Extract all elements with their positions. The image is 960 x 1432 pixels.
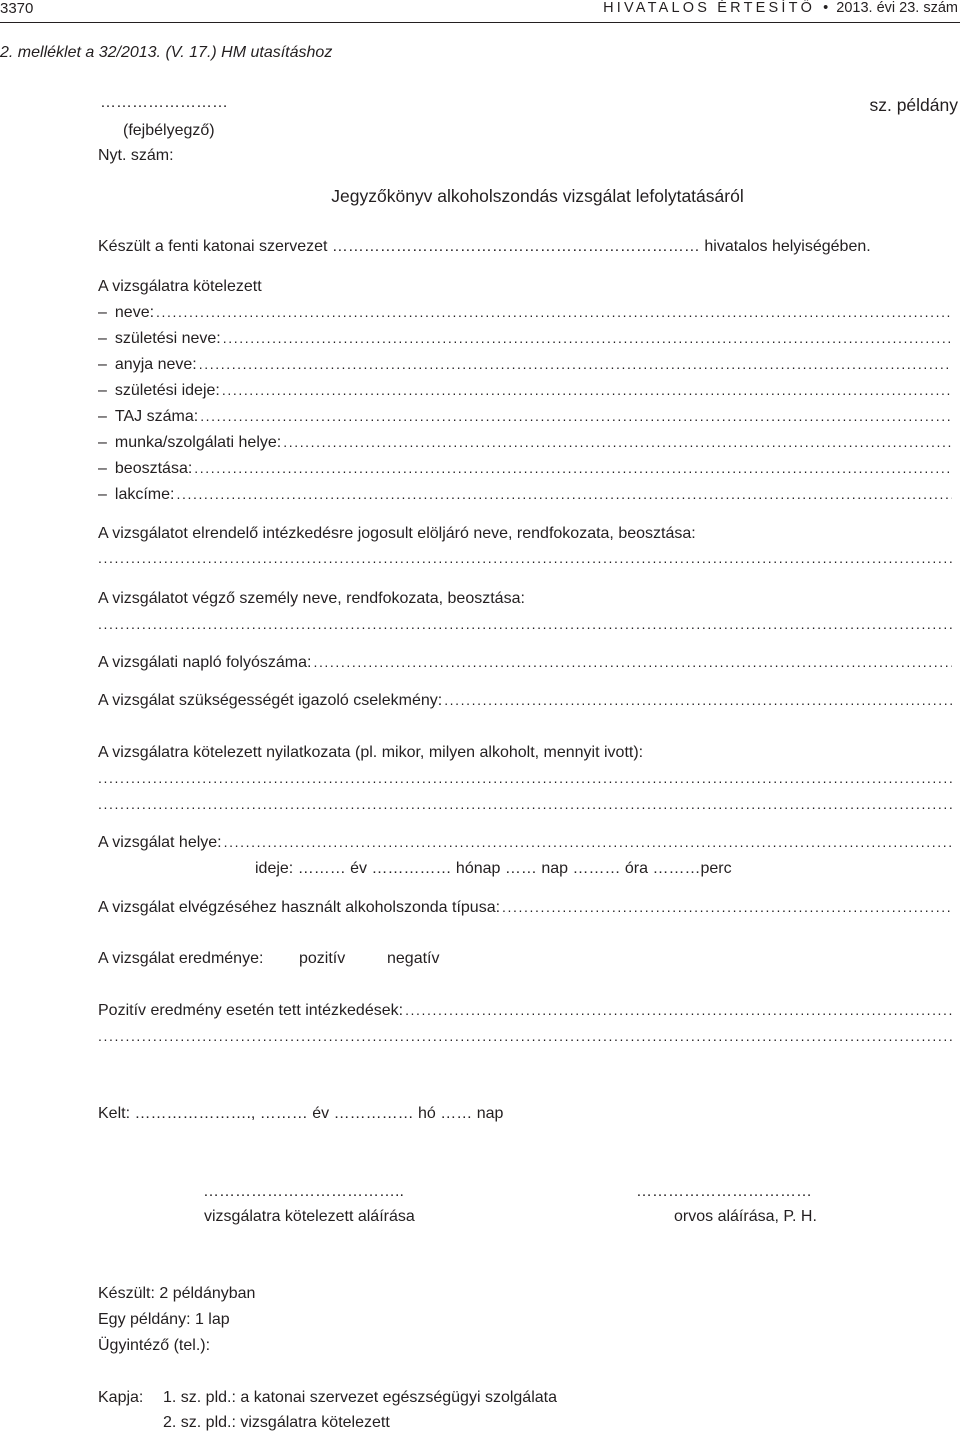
dash: – [98,330,107,347]
ordering-officer-label: A vizsgálatot elrendelő intézkedésre jogosult elöljáró neve, rendfokozata, beosztása: [98,525,696,542]
dash: – [98,434,107,451]
positive-measures-field[interactable] [98,1002,952,1020]
positive-measures-label: Pozitív eredmény esetén tett intézkedések: [98,1002,404,1019]
stamp-dots: …………………… [100,94,228,111]
breathalyzer-field[interactable] [98,899,952,917]
stamp-label: (fejbélyegző) [123,122,215,139]
fill-dots [98,770,952,786]
examiner-label: A vizsgálatot végző személy neve, rendfokozata, beosztása: [98,590,525,607]
field-label: anyja neve: [114,356,197,373]
fill-dots [98,550,952,566]
field-birth-name[interactable] [98,330,952,348]
dash: – [98,382,107,399]
page-number: 3370 [0,0,34,17]
positive-measures-field-2[interactable] [98,1028,952,1044]
copy-number-label: sz. példány [869,95,958,115]
field-label: születési neve: [114,330,221,347]
time-line[interactable]: ideje: ……… év …………… hónap …… nap ……… óra ………perc [255,860,732,877]
recipient-1: 1. sz. pld.: a katonai szervezet egészségügyi szolgálata [163,1389,557,1406]
subject-signature-label: vizsgálatra kötelezett aláírása [204,1208,415,1225]
examiner-field[interactable] [98,616,952,632]
field-position[interactable] [98,460,952,478]
fill-dots [444,692,952,708]
subject-heading: A vizsgálatra kötelezett [98,278,262,295]
field-address[interactable] [98,486,952,504]
ordering-officer-field[interactable] [98,550,952,566]
header-rule [0,22,960,23]
prepared-prefix: Készült a fenti katonai szervezet [98,238,328,255]
result-negative-option[interactable]: negatív [387,950,440,967]
registration-number-label: Nyt. szám: [98,147,174,164]
recipients-label: Kapja: [98,1389,144,1406]
dash: – [98,408,107,425]
dash: – [98,486,107,503]
fill-dots [200,408,952,424]
fill-dots [283,434,952,450]
dash: – [98,304,107,321]
justifying-act-field[interactable] [98,692,952,710]
dash: – [98,460,107,477]
fill-dots [222,382,952,398]
field-taj-number[interactable] [98,408,952,426]
breathalyzer-label: A vizsgálat elvégzéséhez használt alkoholszonda típusa: [98,899,501,916]
clerk-label: Ügyintéző (tel.): [98,1337,211,1354]
field-label: neve: [114,304,155,321]
result-positive-option[interactable]: pozitív [299,950,346,967]
prepared-line [98,238,871,256]
field-mother-name[interactable] [98,356,952,374]
gazette-title: HIVATALOS ÉRTESÍTŐ [603,0,816,16]
justifying-act-label: A vizsgálat szükségességét igazoló cselekmény: [98,692,443,709]
dash: – [98,356,107,373]
statement-label: A vizsgálatra kötelezett nyilatkozata (pl. mikor, milyen alkoholt, mennyit ivott): [98,744,644,761]
fill-dots [98,616,952,632]
fill-dots [98,1028,952,1044]
copies-count: Készült: 2 példányban [98,1285,256,1302]
date-line[interactable]: Kelt: …………………., ……… év …………… hó …… nap [98,1105,504,1122]
field-label: születési ideje: [114,382,220,399]
statement-field-1[interactable] [98,770,952,786]
log-number-label: A vizsgálati napló folyószáma: [98,654,312,671]
place-label: A vizsgálat helye: [98,834,222,851]
doctor-signature-label: orvos aláírása, P. H. [674,1208,817,1225]
fill-dots [313,654,952,670]
field-workplace[interactable] [98,434,952,452]
gazette-header [603,0,958,16]
header-bullet: • [823,0,829,16]
log-number-field[interactable] [98,654,952,672]
issue-number: 2013. évi 23. szám [836,0,958,16]
field-label: lakcíme: [114,486,175,503]
field-name[interactable] [98,304,952,322]
prepared-dots: …………………………………………………………… [331,238,700,255]
fill-dots [502,899,952,915]
prepared-suffix: hivatalos helyiségében. [704,238,871,255]
doctor-signature-line[interactable]: …………………………… [636,1183,812,1200]
field-label: munka/szolgálati helye: [114,434,282,451]
fill-dots [199,356,952,372]
field-birth-date[interactable] [98,382,952,400]
fill-dots [405,1002,952,1018]
place-field[interactable] [98,834,952,852]
statement-field-2[interactable] [98,796,952,812]
fill-dots [98,796,952,812]
result-label: A vizsgálat eredménye: [98,950,264,967]
pages-count: Egy példány: 1 lap [98,1311,230,1328]
document-title: Jegyzőkönyv alkoholszondás vizsgálat lefolytatásáról [331,186,744,206]
recipient-2: 2. sz. pld.: vizsgálatra kötelezett [163,1414,390,1431]
field-label: beosztása: [114,460,193,477]
field-label: TAJ száma: [114,408,199,425]
fill-dots [223,330,952,346]
fill-dots [224,834,952,850]
fill-dots [194,460,952,476]
subject-signature-line[interactable]: ……………………………….. [203,1183,404,1200]
fill-dots [156,304,952,320]
annex-label: 2. melléklet a 32/2013. (V. 17.) HM utasításhoz [0,44,333,61]
fill-dots [176,486,952,502]
